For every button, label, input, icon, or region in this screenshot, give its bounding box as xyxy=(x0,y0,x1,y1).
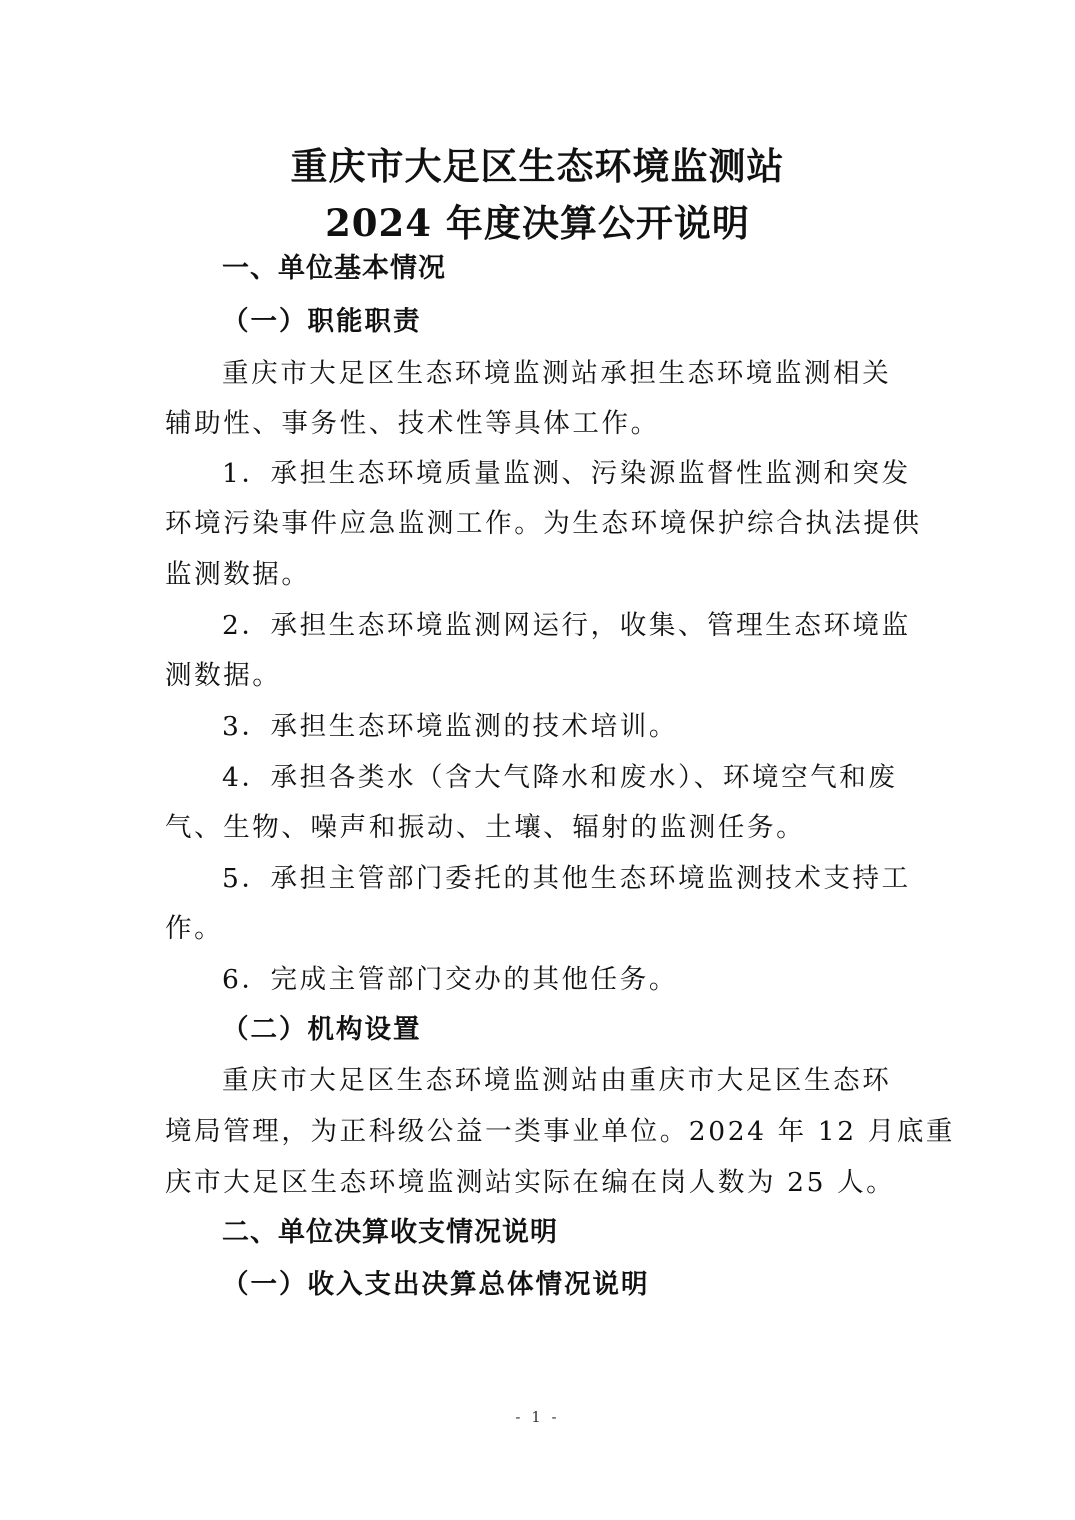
intro-paragraph-line: 重庆市大足区生态环境监测站承担生态环境监测相关 xyxy=(222,358,892,389)
duty-item-4-line: 气、生物、噪声和振动、土壤、辐射的监测任务。 xyxy=(165,812,806,843)
document-title-line1: 重庆市大足区生态环境监测站 xyxy=(290,144,785,188)
duty-item-1-line: 环境污染事件应急监测工作。为生态环境保护综合执法提供 xyxy=(165,508,922,539)
section1-heading: 一、单位基本情况 xyxy=(222,253,446,284)
duty-item-2-line: 2．承担生态环境监测网运行，收集、管理生态环境监 xyxy=(222,610,911,641)
duty-item-4-line: 4．承担各类水（含大气降水和废水）、环境空气和废 xyxy=(222,762,898,793)
duty-item-5-line: 5．承担主管部门委托的其他生态环境监测技术支持工 xyxy=(222,863,911,894)
duty-item-5-line: 作。 xyxy=(165,913,224,944)
subsection3-heading: （一）收入支出决算总体情况说明 xyxy=(222,1269,650,1300)
org-paragraph-line: 庆市大足区生态环境监测站实际在编在岗人数为 25 人。 xyxy=(165,1167,896,1198)
duty-item-1-line: 1．承担生态环境质量监测、污染源监督性监测和突发 xyxy=(222,458,911,489)
section2-heading: 二、单位决算收支情况说明 xyxy=(222,1217,558,1248)
duty-item-6-line: 6．完成主管部门交办的其他任务。 xyxy=(222,964,678,995)
document-title-line2: 2024 年度决算公开说明 xyxy=(325,201,750,245)
duty-item-2-line: 测数据。 xyxy=(165,660,282,691)
subsection1-heading: （一）职能职责 xyxy=(222,306,422,337)
page-number: - 1 - xyxy=(515,1408,560,1426)
duty-item-1-line: 监测数据。 xyxy=(165,559,311,590)
org-paragraph-line: 重庆市大足区生态环境监测站由重庆市大足区生态环 xyxy=(222,1065,892,1096)
subsection2-heading: （二）机构设置 xyxy=(222,1014,422,1045)
duty-item-3-line: 3．承担生态环境监测的技术培训。 xyxy=(222,711,678,742)
intro-paragraph-line: 辅助性、事务性、技术性等具体工作。 xyxy=(165,408,660,439)
org-paragraph-line: 境局管理，为正科级公益一类事业单位。2024 年 12 月底重 xyxy=(165,1116,956,1147)
